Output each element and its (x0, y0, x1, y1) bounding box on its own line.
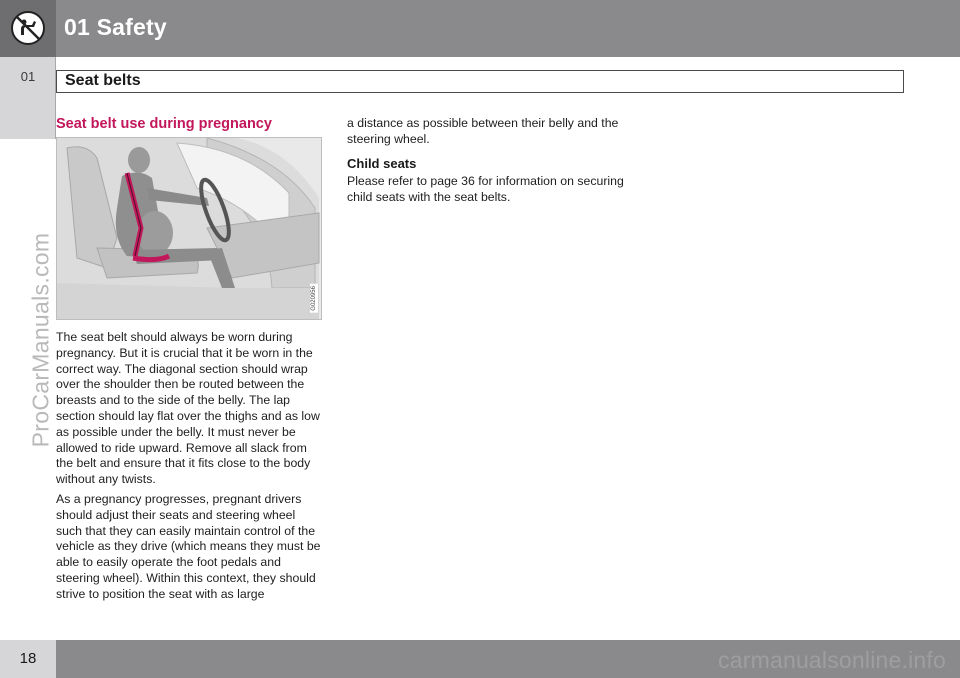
pregnancy-paragraph-2: As a pregnancy progresses, pregnant drivers should adjust their seats and steering wheel such that they can easily maintain control of the vehicle as they drive (which means they must be able to easily operate the foot pedals and steering wheel). Within this context, they should strive to position the seat with as large (56, 492, 321, 601)
chapter-header (0, 0, 960, 57)
chapter-tab-label: 01 (20, 69, 36, 84)
pregnancy-paragraph-1: The seat belt should always be worn during pregnancy. But it is crucial that it be worn in the correct way. The diagonal section should wrap over the shoulder then be routed between the breasts and to the side of the belly. The lap section should lay flat over the thighs and as low as possible under the belly. It must never be allowed to ride upward. Remove all slack from the belt and ensure that it fits close to the body without any twists. (56, 330, 320, 487)
page-number: 18 (19, 650, 37, 667)
child-seats-heading: Child seats (347, 156, 417, 171)
seatbelt-illustration-drawing (57, 138, 321, 319)
illustration-code: G020956 (311, 286, 317, 311)
child-seats-text: Please refer to page 36 for information on securing child seats with the seat belts. (347, 174, 624, 204)
footer-watermark: carmanualsonline.info (718, 647, 946, 673)
pregnancy-paragraph-3: a distance as possible between their belly and the steering wheel. (347, 116, 619, 146)
side-watermark: ProCarManuals.com (27, 232, 54, 448)
section-title: Seat belts (65, 72, 141, 89)
chapter-tab (0, 57, 56, 139)
chapter-title: 01 Safety (64, 14, 167, 40)
no-airbag-child-seat-icon (10, 10, 46, 46)
header-icon-tab (0, 0, 56, 57)
section-heading-box (56, 70, 904, 93)
pregnant-driver-seatbelt-illustration (56, 137, 322, 320)
pregnancy-heading: Seat belt use during pregnancy (56, 116, 272, 132)
